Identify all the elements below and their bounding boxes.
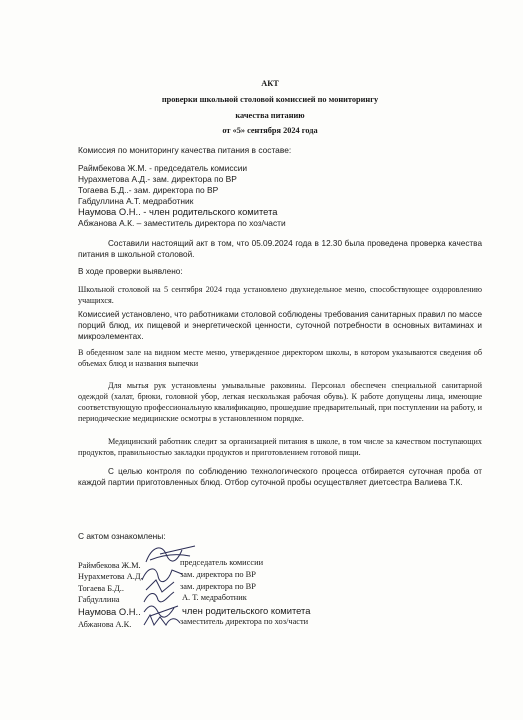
member-line: Абжанова А.К. – заместитель директора по хоз/части bbox=[78, 218, 286, 228]
signature-name: Раймбекова Ж.М. bbox=[78, 561, 141, 570]
member-line: Тогаева Б.Д..- зам. директора по ВР bbox=[78, 185, 219, 195]
signature-name: Наумова О.Н.. bbox=[78, 606, 141, 617]
member-line: Габдуллина А.Т. медработник bbox=[78, 196, 194, 206]
member-line: Нурахметова А.Д.- зам. директора по ВР bbox=[78, 174, 237, 184]
signature-name: Габдуллина bbox=[78, 595, 120, 604]
member-line: Наумова О.Н.. - член родительского комитета bbox=[78, 206, 278, 217]
signature-role: зам. директора по ВР bbox=[180, 570, 256, 579]
doc-subtitle-1: проверки школьной столовой комиссией по мониторингу bbox=[161, 95, 379, 104]
doc-date: от «5» сентября 2024 года bbox=[222, 126, 318, 135]
paragraph-daily-sample: С целью контроля по соблюдению технологического процесса отбирается суточная проба от каждой партии приготовленных блюд. Отбор суточной пробы осуществляет диетсестра Валиева Т.К. bbox=[78, 467, 482, 487]
paragraph-findings-heading: В ходе проверки выявлено: bbox=[78, 267, 183, 276]
signature-role: член родительского комитета bbox=[182, 605, 311, 616]
signature-name: Абжанова А.К. bbox=[78, 620, 132, 629]
paragraph-requirements: Комиссией установлено, что работниками столовой соблюдены требования санитарных правил по массе порций блюд, их пищевой и энергетической ценности, суточной потребности в основных витаминах и микроэлементах. bbox=[78, 310, 482, 341]
doc-title: АКТ bbox=[261, 79, 279, 88]
paragraph-medical: Медицинский работник следит за организацией питания в школе, в том числе за качеством поступающих продуктов, правильностью закладки продуктов и приготовлением готовой пищи. bbox=[78, 437, 482, 457]
doc-subtitle-2: качества питанию bbox=[235, 111, 305, 120]
paragraph-inspection: Составили настоящий акт в том, что 05.09.2024 года в 12.30 была проведена проверка качества питания в школьной столовой. bbox=[78, 239, 482, 259]
paragraph-menu: Школьной столовой на 5 сентября 2024 года установлено двухнедельное меню, способствующее оздоровлению учащихся. bbox=[78, 285, 482, 305]
paragraph-hygiene: Для мытья рук установлены умывальные раковины. Персонал обеспечен специальной санитарной одеждой (халат, брюки, головной убор, легкая нескользкая рабочая обувь). К работе допущены лица, имеющие соответствующую профессиональную квалификацию, прошедшие предварительный, при поступлении на работу, и периодические медицинские осмотры в установленном порядке. bbox=[78, 381, 482, 423]
paragraph-dining-hall: В обеденном зале на видном месте меню, утвержденное директором школы, в котором указываются сведения об объемах блюд и названия выпечки bbox=[78, 348, 482, 368]
commission-intro: Комиссия по мониторингу качества питания в составе: bbox=[78, 145, 292, 155]
signature-name: Тогаева Б.Д.. bbox=[78, 584, 124, 593]
signature-role: председатель комиссии bbox=[180, 558, 264, 567]
signature-name: Нурахметова А.Д. bbox=[78, 572, 143, 581]
signature-role: зам. директора по ВР bbox=[180, 582, 256, 591]
signature-role: заместитель директора по хоз/части bbox=[180, 617, 309, 626]
member-line: Раймбекова Ж.М. - председатель комиссии bbox=[78, 163, 248, 173]
signature-role: А. Т. медработник bbox=[182, 593, 247, 602]
acquainted-label: С актом ознакомлены: bbox=[78, 531, 166, 541]
signature-mark bbox=[140, 611, 184, 631]
